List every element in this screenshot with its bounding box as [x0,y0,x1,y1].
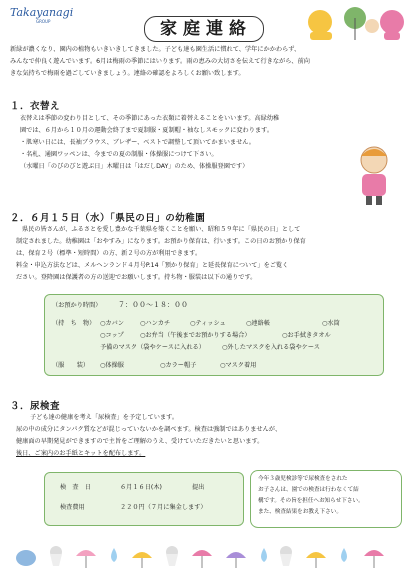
section-3-line-4: 後日、ご案内のお手紙とキットを配布します。 [16,450,146,457]
clothes-gym-wear: ○体操服 [100,362,124,369]
raindrop-icon [111,548,117,562]
section-3-line-3: 健康面の早期発見ができますので主旨をご理解のうえ、受けていただきたいと思います。 [16,438,264,445]
urine-test-info-box [44,472,244,526]
items-label: （持 ち 物） [52,320,96,327]
children-umbrella-illustration [300,4,410,44]
rainy-season-icons [14,540,404,572]
test-fee-value: ２２０円（７月に集金します） [120,504,207,511]
section-1-line-1: 衣替えは季節の変わり目として、その季節にあった衣類に着替えることをいいます。高緑幼稚 [20,115,280,122]
item-bag: ○カバン [100,320,124,327]
item-cup: ○コップ [100,332,124,339]
time-value: ７：００～１８：００ [118,301,188,309]
time-label: （お預かり時間） [52,302,102,309]
umbrella-icon [132,552,152,568]
teru-teru-bozu-icon [50,546,62,566]
note-text: 今年３歳児検診等で尿検査をされた お子さんは、園での検査は行わなくて結 構です。その旨を担任へお知らせ下さい。 また、検査結果をお教え下さい。 [258,476,364,515]
section-1-line-3: ・肌寒い日には、長袖ブラウス、ブレザー、ベストで調整して頂いてかまいません。 [20,139,255,146]
test-date-value: ６月１６日(木) [120,484,162,491]
clothes-label: （服 装） [52,362,90,369]
section-2-line-5: ださい。登降園は保護者の方の送迎でお願いします。持ち物・服装は以下の通りです。 [16,274,257,281]
logo-sub: GROUP [36,19,51,24]
test-date-label: 検 査 日 [60,484,91,491]
section-1-line-2: 園では、６月から１０月の運動会終了まで夏制服・夏制帽・袖なしスモックに変わります。 [20,127,274,134]
section-3-line-2: 尿の中の成分にタンパク質などが混じっていないかを調べます。検査は強制ではありませんが、 [16,426,282,433]
teru-teru-bozu-icon [280,546,292,566]
section-2-line-3: は、保育２号（標準・短時間）の方、新２号の方が利用できます。 [16,250,202,257]
clothes-mask: ○マスク着用 [220,362,257,369]
raindrop-icon [261,548,267,562]
item-water-bottle: ○水筒 [322,320,340,327]
section-2-line-4: 料金・申込方法などは、メルヘンランド４月号P.14「預かり保育」と延長保育について」をご覧く [16,262,289,269]
section-3-line-1: 子ども達の健康を考え「尿検査」を予定しています。 [30,414,179,421]
item-spare-mask: 予備のマスク（袋やケースに入れる） [100,344,205,351]
umbrella-icon [306,552,326,568]
umbrella-icon [192,550,212,568]
clothes-color-cap: ○カラー帽子 [160,362,197,369]
page-title: 家庭連絡 [144,16,264,42]
test-fee-label: 検査費用 [60,504,85,511]
section-1-line-4: ・名札、通園ワッペンは、今までの夏の制服・体操服につけて下さい。 [20,151,218,158]
item-tissue: ○ティッシュ [190,320,226,327]
section-2-line-1: 県民の皆さんが、ふるさとを愛し豊かな千葉県を築くことを願い、昭和５９年に「県民の日」として [22,226,301,233]
section-1-heading: １．衣替え [10,101,61,112]
logo: Takayanagi [10,6,74,19]
item-handkerchief: ○ハンカチ [140,320,171,327]
item-towel: ○お手拭きタオル [282,332,331,339]
umbrella-icon [76,550,96,568]
section-2-heading: ２．６月１５日（水）「県民の日」の幼稚園 [10,213,206,224]
intro-text: 新緑が濃くなり、園内の植物もいきいきしてきました。子ども達も園生活に慣れて、学年にかかわらず、 みんなで仲良く遊んでいます。6月は梅雨の季節にはいります。雨の恵みの大切さを伝えて行きながら、前向 きな気持ちで梅雨を過ごしていきましょう。連絡の確認をよろしくお願い致します。 [10,46,310,77]
umbrella-icon [364,550,384,568]
section-3-heading: ３．尿検査 [10,401,61,412]
item-notebook: ○連絡帳 [246,320,270,327]
elephant-icon [16,550,36,566]
item-mask-case: ○外したマスクを入れる袋やケース [222,344,320,351]
teru-teru-bozu-icon [166,546,178,566]
raindrop-icon [341,548,347,562]
section-1-line-5: （水曜日「のびのびと遊ぶ日」木曜日は「はだしDAY」のため、体操服登園です） [20,163,249,170]
child-illustration [340,140,408,208]
section-2-line-2: 制定されました。幼稚園は「おやすみ」になります。お預かり保育は、行います。この日のお預かり保育 [16,238,306,245]
item-lunch: ○お弁当（午後までお預かりする場合） [140,332,251,339]
test-submit: 提出 [192,484,205,491]
umbrella-icon [226,552,246,568]
